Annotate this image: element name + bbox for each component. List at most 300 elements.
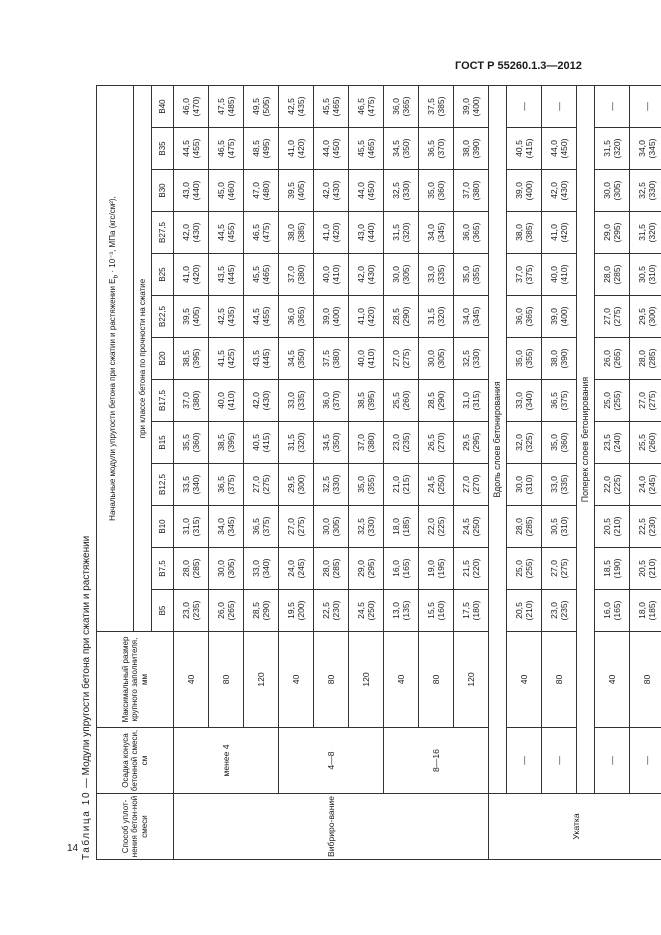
value-mpa: 18,0 <box>390 518 401 535</box>
value-cell <box>630 170 661 212</box>
value-mpa: 34,0 <box>215 518 226 535</box>
header-slump: Осадка конуса бетонной смеси, см <box>97 728 174 794</box>
value-mpa: 39,0 <box>460 98 471 115</box>
value-kgf: (285) <box>612 264 622 285</box>
value-cell <box>349 212 384 254</box>
value-kgf: (400) <box>559 306 569 327</box>
value-kgf: (335) <box>296 390 306 411</box>
slump-cell: 4—8 <box>279 728 384 794</box>
value-mpa: — <box>606 102 617 111</box>
value-cell <box>279 590 314 632</box>
value-mpa: 35,0 <box>548 434 559 451</box>
value-mpa: 46,5 <box>250 224 261 241</box>
value-cell <box>542 380 577 422</box>
value-kgf: (320) <box>647 222 657 243</box>
value-mpa: 32,5 <box>320 476 331 493</box>
value-cell <box>209 296 244 338</box>
value-mpa: 49,5 <box>250 98 261 115</box>
caption-text: — Модули упругости бетона при сжатии и растяжении <box>81 535 92 789</box>
value-cell <box>174 254 209 296</box>
value-cell <box>419 212 454 254</box>
section-row <box>489 86 507 860</box>
value-kgf: (270) <box>471 474 481 495</box>
class-header-cell: B27,5 <box>152 212 174 254</box>
value-cell <box>279 338 314 380</box>
value-mpa: 41,0 <box>320 224 331 241</box>
value-kgf: (330) <box>647 180 657 201</box>
value-mpa: 25,0 <box>513 560 524 577</box>
value-mpa: 36,0 <box>285 308 296 325</box>
value-kgf: (465) <box>366 138 376 159</box>
value-cell <box>174 590 209 632</box>
value-kgf: (410) <box>366 348 376 369</box>
value-kgf: (325) <box>524 432 534 453</box>
value-mpa: 38,0 <box>460 140 471 157</box>
value-cell <box>542 422 577 464</box>
value-cell <box>595 254 630 296</box>
value-cell <box>349 338 384 380</box>
value-kgf: (275) <box>647 390 657 411</box>
value-kgf: (225) <box>612 474 622 495</box>
value-cell <box>174 548 209 590</box>
value-mpa: 36,5 <box>425 140 436 157</box>
value-cell <box>507 380 542 422</box>
value-mpa: 36,5 <box>215 476 226 493</box>
value-mpa: 48,5 <box>250 140 261 157</box>
aggregate-cell: 80 <box>419 632 454 728</box>
value-kgf: (305) <box>612 180 622 201</box>
value-kgf: (290) <box>401 306 411 327</box>
value-kgf: (470) <box>191 96 201 117</box>
value-cell <box>209 422 244 464</box>
value-kgf: (215) <box>401 474 411 495</box>
table-row <box>630 86 661 860</box>
slump-cell: 8—16 <box>384 728 489 794</box>
value-cell <box>384 590 419 632</box>
value-mpa: 41,0 <box>355 308 366 325</box>
value-kgf: (350) <box>331 432 341 453</box>
value-kgf: (385) <box>296 222 306 243</box>
value-cell <box>630 422 661 464</box>
value-cell <box>209 464 244 506</box>
value-cell <box>507 86 542 128</box>
value-cell <box>209 506 244 548</box>
value-cell <box>209 548 244 590</box>
value-mpa: 37,5 <box>320 350 331 367</box>
value-cell <box>384 338 419 380</box>
value-mpa: 37,0 <box>513 266 524 283</box>
method-cell-rolling: Укатка <box>489 794 661 860</box>
value-mpa: 18,5 <box>601 560 612 577</box>
value-cell <box>595 212 630 254</box>
value-mpa: 32,5 <box>390 182 401 199</box>
value-mpa: 36,0 <box>390 98 401 115</box>
value-cell <box>384 506 419 548</box>
value-kgf: (260) <box>401 390 411 411</box>
value-kgf: (335) <box>559 474 569 495</box>
value-mpa: 16,0 <box>390 560 401 577</box>
value-cell <box>630 590 661 632</box>
value-cell <box>595 128 630 170</box>
value-mpa: 36,0 <box>320 392 331 409</box>
value-cell <box>279 548 314 590</box>
value-mpa: 23,0 <box>180 602 191 619</box>
value-cell <box>630 464 661 506</box>
value-mpa: 38,5 <box>180 350 191 367</box>
elastic-modulus-table <box>96 85 661 860</box>
table-row <box>384 86 419 860</box>
value-kgf: (415) <box>261 432 271 453</box>
value-kgf: (505) <box>261 96 271 117</box>
class-header-cell: B5 <box>152 590 174 632</box>
value-cell <box>349 506 384 548</box>
value-kgf: (465) <box>261 264 271 285</box>
value-mpa: 33,5 <box>180 476 191 493</box>
value-kgf: (230) <box>331 600 341 621</box>
aggregate-cell: 40 <box>174 632 209 728</box>
value-cell <box>630 128 661 170</box>
value-cell <box>314 548 349 590</box>
value-mpa: 15,5 <box>425 602 436 619</box>
value-kgf: (400) <box>331 306 341 327</box>
page-number: 14 <box>67 843 79 854</box>
value-cell <box>384 422 419 464</box>
value-mpa: 27,0 <box>548 560 559 577</box>
value-kgf: (445) <box>261 348 271 369</box>
value-mpa: 32,0 <box>513 434 524 451</box>
value-cell <box>419 338 454 380</box>
value-mpa: 31,0 <box>180 518 191 535</box>
value-kgf: (290) <box>261 600 271 621</box>
value-kgf: (285) <box>524 516 534 537</box>
value-kgf: (210) <box>524 600 534 621</box>
class-header-cell: B35 <box>152 128 174 170</box>
value-cell <box>419 254 454 296</box>
value-mpa: 35,5 <box>180 434 191 451</box>
value-kgf: (320) <box>436 306 446 327</box>
value-cell <box>630 86 661 128</box>
value-mpa: 31,5 <box>601 140 612 157</box>
value-cell <box>209 254 244 296</box>
value-cell <box>454 590 489 632</box>
value-cell <box>595 548 630 590</box>
value-kgf: (305) <box>226 558 236 579</box>
value-mpa: 33,0 <box>425 266 436 283</box>
value-cell <box>174 464 209 506</box>
value-mpa: 22,0 <box>425 518 436 535</box>
value-mpa: 30,0 <box>513 476 524 493</box>
value-kgf: (270) <box>436 432 446 453</box>
value-kgf: (275) <box>261 474 271 495</box>
value-mpa: 46,5 <box>215 140 226 157</box>
value-cell <box>507 212 542 254</box>
value-mpa: 28,0 <box>320 560 331 577</box>
value-cell <box>244 380 279 422</box>
value-mpa: 35,0 <box>355 476 366 493</box>
class-header-cell: B10 <box>152 506 174 548</box>
value-mpa: 26,5 <box>425 434 436 451</box>
value-cell <box>507 422 542 464</box>
value-cell <box>507 590 542 632</box>
value-mpa: 33,0 <box>548 476 559 493</box>
value-mpa: 28,0 <box>601 266 612 283</box>
value-cell <box>279 296 314 338</box>
value-cell <box>349 254 384 296</box>
value-kgf: (210) <box>612 516 622 537</box>
value-cell <box>542 212 577 254</box>
value-kgf: (385) <box>524 222 534 243</box>
value-cell <box>419 422 454 464</box>
value-kgf: (370) <box>331 390 341 411</box>
value-mpa: 27,0 <box>285 518 296 535</box>
value-cell <box>542 464 577 506</box>
value-kgf: (380) <box>366 432 376 453</box>
value-cell <box>174 338 209 380</box>
value-cell <box>454 548 489 590</box>
value-kgf: (395) <box>366 390 376 411</box>
value-kgf: (335) <box>436 264 446 285</box>
value-kgf: (295) <box>366 558 376 579</box>
aggregate-cell: 40 <box>384 632 419 728</box>
aggregate-cell: 80 <box>314 632 349 728</box>
value-cell <box>595 86 630 128</box>
value-kgf: (285) <box>647 348 657 369</box>
table-row <box>279 86 314 860</box>
value-mpa: 38,0 <box>513 224 524 241</box>
value-kgf: (450) <box>366 180 376 201</box>
value-cell <box>419 506 454 548</box>
value-cell <box>454 212 489 254</box>
slump-cell: менее 4 <box>174 728 279 794</box>
section-row <box>577 86 595 860</box>
value-cell <box>244 170 279 212</box>
value-cell <box>209 338 244 380</box>
value-mpa: 37,5 <box>425 98 436 115</box>
table-row <box>595 86 630 860</box>
value-mpa: 28,5 <box>250 602 261 619</box>
value-cell <box>419 548 454 590</box>
value-mpa: 44,5 <box>250 308 261 325</box>
value-mpa: 44,5 <box>215 224 226 241</box>
value-mpa: 41,0 <box>180 266 191 283</box>
value-cell <box>542 170 577 212</box>
value-cell <box>507 548 542 590</box>
value-kgf: (295) <box>612 222 622 243</box>
value-cell <box>209 380 244 422</box>
value-cell <box>314 212 349 254</box>
value-mpa: 41,0 <box>548 224 559 241</box>
value-mpa: 45,5 <box>320 98 331 115</box>
value-cell <box>349 296 384 338</box>
value-kgf: (305) <box>436 348 446 369</box>
value-mpa: 21,0 <box>390 476 401 493</box>
value-kgf: (430) <box>191 222 201 243</box>
value-cell <box>454 296 489 338</box>
value-kgf: (240) <box>612 432 622 453</box>
value-cell <box>454 380 489 422</box>
value-kgf: (250) <box>471 516 481 537</box>
value-mpa: 30,5 <box>548 518 559 535</box>
value-cell <box>507 128 542 170</box>
value-mpa: 44,0 <box>355 182 366 199</box>
value-kgf: (430) <box>366 264 376 285</box>
value-cell <box>209 128 244 170</box>
value-mpa: 29,5 <box>636 308 647 325</box>
value-mpa: — <box>641 102 652 111</box>
value-kgf: (355) <box>524 348 534 369</box>
value-kgf: (450) <box>559 138 569 159</box>
value-kgf: (300) <box>647 306 657 327</box>
value-cell <box>507 254 542 296</box>
aggregate-cell: 40 <box>279 632 314 728</box>
value-cell <box>630 338 661 380</box>
value-cell <box>630 212 661 254</box>
value-kgf: (405) <box>296 180 306 201</box>
value-mpa: 22,5 <box>636 518 647 535</box>
value-cell <box>279 170 314 212</box>
value-mpa: 33,0 <box>513 392 524 409</box>
value-cell <box>244 254 279 296</box>
value-kgf: (350) <box>296 348 306 369</box>
value-kgf: (220) <box>471 558 481 579</box>
value-cell <box>384 86 419 128</box>
table-row <box>542 86 577 860</box>
value-mpa: 27,0 <box>390 350 401 367</box>
value-kgf: (265) <box>226 600 236 621</box>
value-mpa: 28,0 <box>513 518 524 535</box>
value-kgf: (315) <box>191 516 201 537</box>
value-kgf: (340) <box>261 558 271 579</box>
value-mpa: 26,0 <box>601 350 612 367</box>
value-kgf: (375) <box>261 516 271 537</box>
aggregate-cell: 80 <box>209 632 244 728</box>
value-mpa: 34,5 <box>285 350 296 367</box>
value-cell <box>419 86 454 128</box>
value-mpa: 39,5 <box>285 182 296 199</box>
value-cell <box>630 296 661 338</box>
value-mpa: 13,0 <box>390 602 401 619</box>
value-kgf: (395) <box>191 348 201 369</box>
value-cell <box>279 254 314 296</box>
value-kgf: (285) <box>191 558 201 579</box>
value-cell <box>174 506 209 548</box>
value-mpa: 29,0 <box>355 560 366 577</box>
value-cell <box>384 128 419 170</box>
value-mpa: 24,0 <box>636 476 647 493</box>
header-modulus-unit: · 10⁻³, МПа (кгс/см²), <box>108 196 118 273</box>
value-mpa: 32,5 <box>636 182 647 199</box>
value-mpa: 27,0 <box>601 308 612 325</box>
value-cell <box>314 590 349 632</box>
value-mpa: 30,0 <box>425 350 436 367</box>
value-mpa: 32,5 <box>460 350 471 367</box>
value-mpa: 31,5 <box>390 224 401 241</box>
caption-label: Таблица 10 <box>81 790 92 860</box>
value-mpa: 44,5 <box>180 140 191 157</box>
value-mpa: 24,5 <box>460 518 471 535</box>
value-mpa: 16,0 <box>601 602 612 619</box>
value-cell <box>507 506 542 548</box>
slump-cell: — <box>595 728 630 794</box>
value-cell <box>314 422 349 464</box>
value-mpa: 37,0 <box>355 434 366 451</box>
value-cell <box>384 296 419 338</box>
value-mpa: 43,5 <box>215 266 226 283</box>
value-cell <box>349 86 384 128</box>
value-cell <box>542 590 577 632</box>
method-cell-vibration: Вибриро-вание <box>174 794 489 860</box>
value-cell <box>209 212 244 254</box>
value-kgf: (475) <box>226 138 236 159</box>
value-mpa: 37,0 <box>460 182 471 199</box>
value-mpa: 28,0 <box>180 560 191 577</box>
value-cell <box>595 464 630 506</box>
value-kgf: (310) <box>559 516 569 537</box>
value-kgf: (310) <box>524 474 534 495</box>
aggregate-cell: 120 <box>349 632 384 728</box>
value-kgf: (480) <box>261 180 271 201</box>
value-cell <box>314 380 349 422</box>
value-kgf: (345) <box>471 306 481 327</box>
value-mpa: 23,0 <box>548 602 559 619</box>
value-cell <box>314 296 349 338</box>
header-aggregate: Максимальный размер крупного заполнителя, мм <box>97 632 174 728</box>
value-cell <box>384 212 419 254</box>
value-kgf: (485) <box>226 96 236 117</box>
value-cell <box>174 128 209 170</box>
value-mpa: 31,0 <box>460 392 471 409</box>
value-mpa: 44,0 <box>320 140 331 157</box>
value-cell <box>630 254 661 296</box>
value-mpa: 40,0 <box>548 266 559 283</box>
value-cell <box>244 506 279 548</box>
class-header-cell: B17,5 <box>152 380 174 422</box>
class-header-cell: B30 <box>152 170 174 212</box>
value-mpa: 42,0 <box>250 392 261 409</box>
value-kgf: (420) <box>559 222 569 243</box>
aggregate-cell: 120 <box>454 632 489 728</box>
value-kgf: (330) <box>401 180 411 201</box>
value-mpa: 38,0 <box>285 224 296 241</box>
value-kgf: (430) <box>559 180 569 201</box>
value-cell <box>279 128 314 170</box>
class-header-cell: B15 <box>152 422 174 464</box>
value-mpa: 45,5 <box>355 140 366 157</box>
value-kgf: (300) <box>296 474 306 495</box>
value-kgf: (375) <box>524 264 534 285</box>
value-cell <box>454 86 489 128</box>
value-kgf: (445) <box>226 264 236 285</box>
value-cell <box>314 338 349 380</box>
class-header-cell: B7,5 <box>152 548 174 590</box>
value-cell <box>349 548 384 590</box>
value-cell <box>595 506 630 548</box>
value-mpa: 40,5 <box>250 434 261 451</box>
value-cell <box>419 464 454 506</box>
value-mpa: 34,0 <box>460 308 471 325</box>
value-kgf: (235) <box>401 432 411 453</box>
value-mpa: 24,5 <box>425 476 436 493</box>
value-cell <box>349 464 384 506</box>
value-cell <box>244 422 279 464</box>
value-kgf: (250) <box>436 474 446 495</box>
value-cell <box>507 338 542 380</box>
value-mpa: 42,0 <box>548 182 559 199</box>
value-mpa: 45,5 <box>250 266 261 283</box>
value-kgf: (390) <box>471 138 481 159</box>
value-mpa: 30,0 <box>601 182 612 199</box>
value-kgf: (410) <box>331 264 341 285</box>
